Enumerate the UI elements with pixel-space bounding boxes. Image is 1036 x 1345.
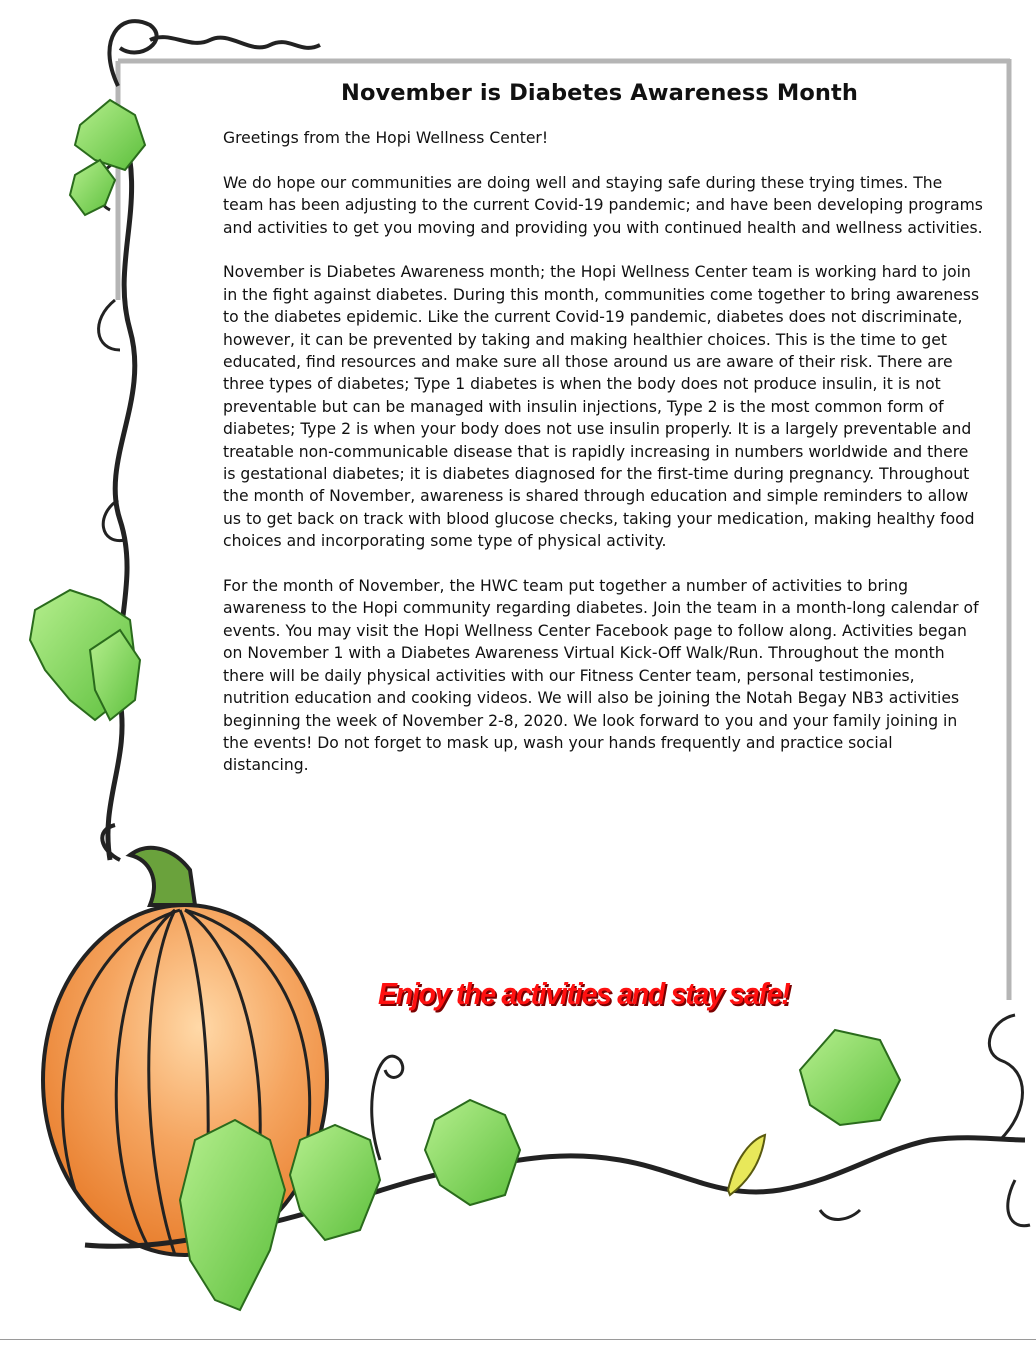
intro-paragraph: We do hope our communities are doing well and staying safe during these trying times. The team has been adjusting to the current Covid-19 pandemic; and have been developing programs and activities to get you moving and providing you with continued health and wellness activities. (223, 173, 983, 237)
greeting-paragraph: Greetings from the Hopi Wellness Center! (223, 129, 549, 147)
tagline-banner: Enjoy the activities and stay safe! (378, 976, 790, 1011)
left-vine-icon (108, 120, 135, 860)
leaf-icon (290, 1125, 380, 1240)
divider (0, 1339, 1036, 1340)
flower-bud-icon (728, 1135, 765, 1195)
activities-paragraph: For the month of November, the HWC team put together a number of activities to bring awareness to the Hopi community regarding diabetes. Join the team in a month-long calendar of events. You may visit the Hopi Wellness Center Facebook page to follow along. Activities began on November 1 with a Diabetes Awareness Virtual Kick-Off Walk/Run. Throughout the month there will be daily physical activities with our Fitness Center team, personal testimonies, nutrition education and cooking videos. We will also be joining the Notah Begay NB3 activities beginning the week of November 2-8, 2020. We look forward to you and your family joining in the events! Do not forget to mask up, wash your hands frequently and practice social distancing. (223, 577, 979, 775)
pumpkin-stem-icon (130, 848, 195, 905)
article-body (223, 80, 983, 799)
leaf-icon (425, 1100, 520, 1205)
leaf-icon (800, 1030, 900, 1125)
top-tendril-icon (109, 21, 320, 86)
page-title: November is Diabetes Awareness Month (341, 80, 858, 106)
diabetes-info-paragraph: November is Diabetes Awareness month; the Hopi Wellness Center team is working hard to join in the fight against diabetes. During this month, communities come together to bring awareness to the diabetes epidemic. Like the current Covid-19 pandemic, diabetes does not discriminate, however, it can be prevented by taking and making healthier choices. This is the time to get educated, find resources and make sure all those around us are aware of their risk. There are three types of diabetes; Type 1 diabetes is when the body does not produce insulin, it is not preventable but can be managed with insulin injections, Type 2 is the most common form of diabetes; Type 2 is when your body does not use insulin properly. It is a largely preventable and treatable non-communicable disease that is rapidly increasing in numbers worldwide and there is gestational diabetes; it is diabetes diagnosed for the first-time during pregnancy. Throughout the month of November, awareness is shared through education and simple reminders to allow us to get back on track with blood glucose checks, taking your medication, making healthy food choices and incorporating some type of physical activity. (223, 263, 980, 551)
leaf-icon (180, 1120, 285, 1310)
